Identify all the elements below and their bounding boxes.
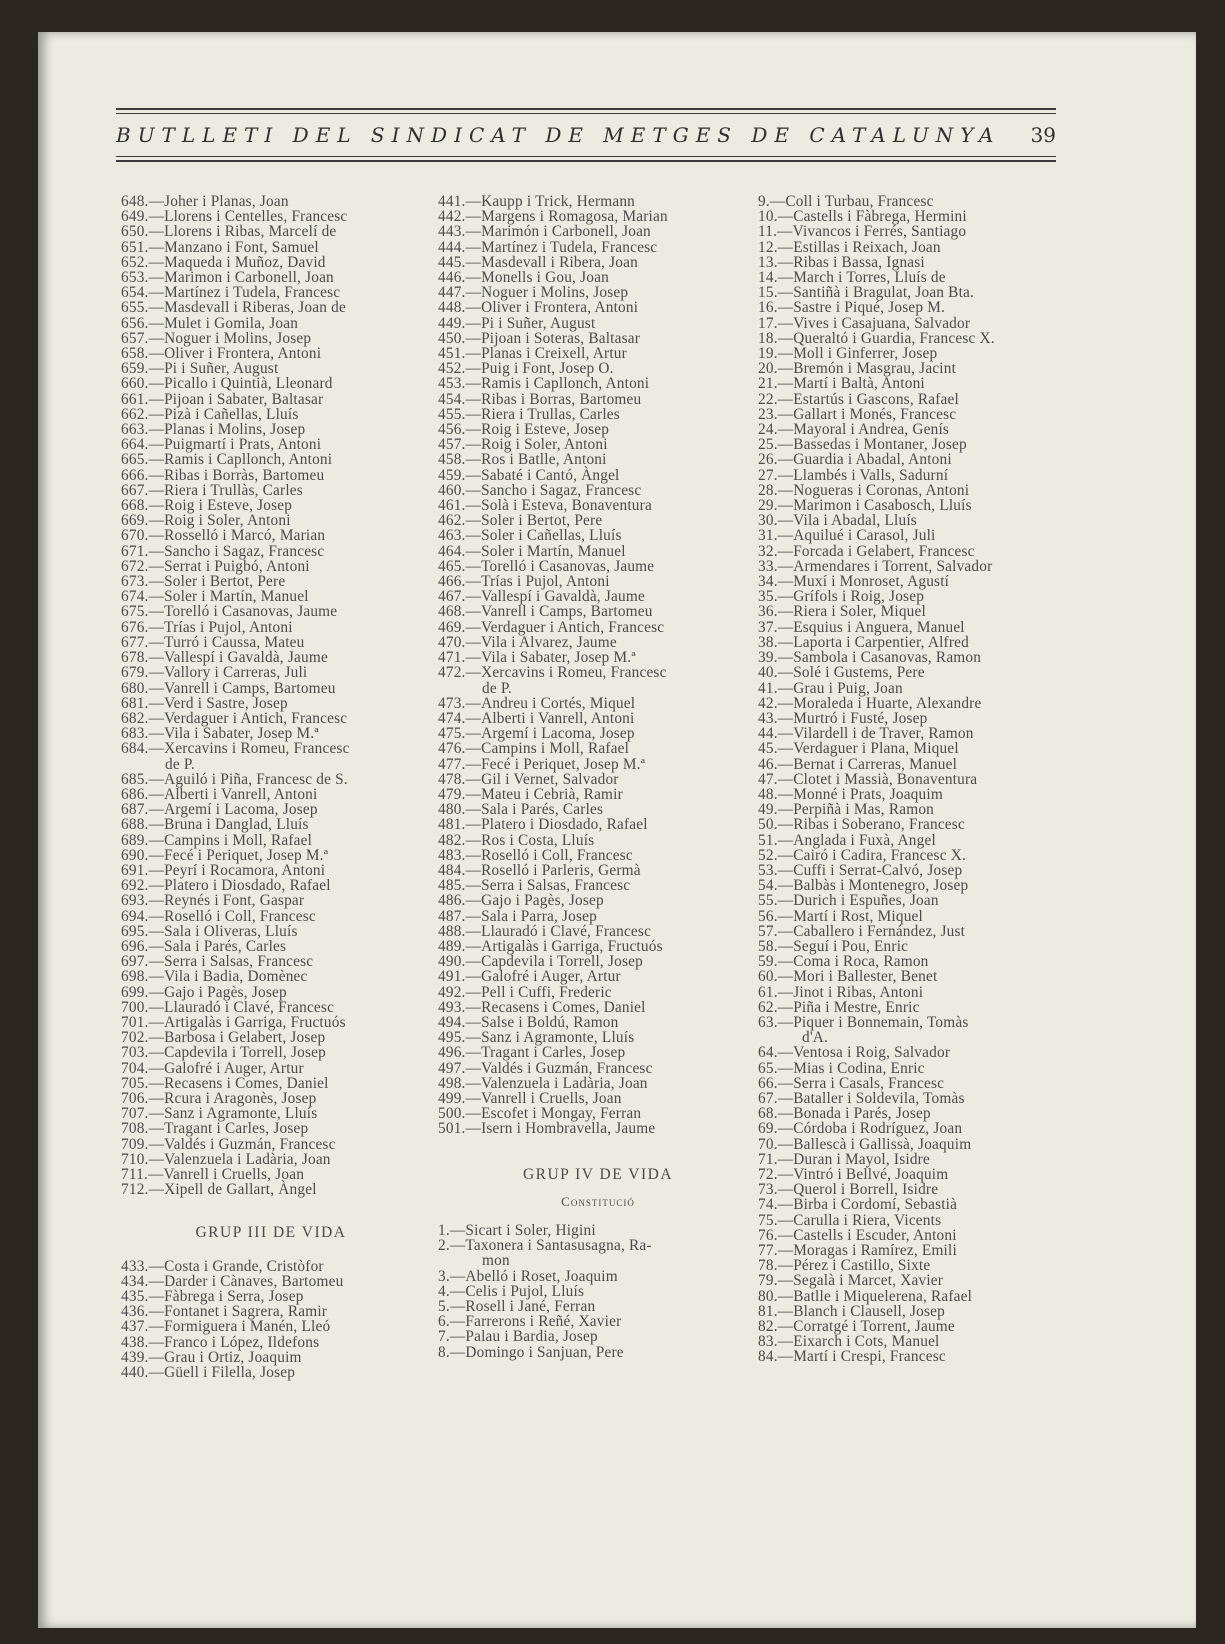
list-item: 700.—Llauradó i Clavé, Francesc	[121, 998, 335, 1016]
list-item: 492.—Pell i Cuffi, Frederic	[438, 983, 612, 1001]
list-item: 461.—Solà i Esteva, Bonaventura	[438, 497, 652, 515]
column-2	[438, 194, 758, 1360]
list-item: 455.—Riera i Trullas, Carles	[438, 405, 620, 423]
list-item: 62.—Piña i Mestre, Enric	[758, 998, 920, 1016]
list-item: 1.—Sicart i Soler, Higini	[438, 1222, 596, 1239]
list-item: 668.—Roig i Esteve, Josep	[121, 497, 293, 515]
list-item: 75.—Carulla i Riera, Vicents	[758, 1211, 942, 1229]
list-item: 34.—Muxí i Monroset, Agustí	[758, 573, 950, 591]
header-rule	[116, 108, 1056, 110]
list-item: 672.—Serrat i Puigbó, Antoni	[121, 557, 310, 575]
list-item: 488.—Llauradó i Clavé, Francesc	[438, 922, 652, 940]
list-item: 2.—Taxonera i Santasusagna, Ra-	[438, 1237, 652, 1255]
list-item: 48.—Monné i Prats, Joaquim	[758, 785, 943, 803]
list-item: 46.—Bernat i Carreras, Manuel	[758, 755, 958, 773]
list-item: 661.—Pijoan i Sabater, Baltasar	[121, 390, 324, 408]
list-item: 52.—Cairó i Cadira, Francesc X.	[758, 846, 966, 864]
list-item: 23.—Gallart i Monés, Francesc	[758, 405, 957, 423]
list-item: 689.—Campins i Moll, Rafael	[121, 831, 313, 849]
list-item: 491.—Galofré i Auger, Artur	[438, 968, 621, 986]
list-item: 450.—Pijoan i Soteras, Baltasar	[438, 329, 641, 347]
list-item: 477.—Fecé i Periquet, Josep M.ª	[438, 755, 646, 773]
list-item: 77.—Moragas i Ramírez, Emili	[758, 1242, 957, 1260]
list-item: 442.—Margens i Romagosa, Marian	[438, 208, 668, 226]
list-item: 21.—Martí i Baltà, Antoni	[758, 375, 925, 393]
list-item: 437.—Formiguera i Manén, Lleó	[121, 1318, 331, 1336]
list-item: 459.—Sabaté i Cantó, Àngel	[438, 466, 620, 484]
list-item: 456.—Roig i Esteve, Josep	[438, 421, 610, 439]
list-item: 501.—Isern i Hombravella, Jaume	[438, 1120, 656, 1138]
list-item: 467.—Vallespí i Gavaldà, Jaume	[438, 588, 645, 606]
spacer	[438, 1182, 758, 1194]
list-item: 679.—Vallory i Carreras, Juli	[121, 664, 308, 682]
list-item: 441.—Kaupp i Trick, Hermann	[438, 193, 636, 210]
list-item: 682.—Verdaguer i Antich, Francesc	[121, 709, 348, 727]
list-item: 18.—Queraltó i Guardia, Francesc X.	[758, 329, 995, 347]
list-item: 17.—Vives i Casajuana, Salvador	[758, 314, 971, 332]
list-item: 447.—Noguer i Molins, Josep	[438, 284, 629, 302]
list-item: 24.—Mayoral i Andrea, Genís	[758, 421, 950, 439]
list-item: 481.—Platero i Diosdado, Rafael	[438, 816, 648, 834]
list-item: 14.—March i Torres, Lluís de	[758, 269, 946, 287]
section-heading: GRUP IV DE VIDA	[522, 1165, 674, 1183]
list-item: 708.—Tragant i Carles, Josep	[121, 1120, 309, 1138]
list-item: 84.—Martí i Crespi, Francesc	[758, 1348, 946, 1366]
list-item: 59.—Coma i Roca, Ramon	[758, 953, 929, 971]
list-item: 486.—Gajo i Pagès, Josep	[438, 892, 604, 910]
list-item: 693.—Reynés i Font, Gaspar	[121, 892, 305, 910]
list-item-continuation: mon	[482, 1252, 510, 1270]
list-item: 40.—Solé i Gustems, Pere	[758, 664, 925, 682]
list-item: 658.—Oliver i Frontera, Antoni	[121, 345, 322, 363]
list-item: 454.—Ribas i Borras, Bartomeu	[438, 390, 642, 408]
header-rule	[116, 113, 1056, 114]
list-item: 662.—Pizà i Cañellas, Lluís	[121, 405, 299, 423]
header-rules-bottom	[116, 156, 1056, 165]
spacer	[438, 1209, 758, 1223]
list-item: 686.—Alberti i Vanrell, Antoni	[121, 785, 318, 803]
list-item: 9.—Coll i Turbau, Francesc	[758, 193, 934, 210]
list-item: 707.—Sanz i Agramonte, Lluís	[121, 1105, 318, 1123]
list-item: 654.—Martínez i Tudela, Francesc	[121, 284, 341, 302]
list-item: 710.—Valenzuela i Ladària, Joan	[121, 1150, 331, 1168]
list-item: 446.—Monells i Gou, Joan	[438, 269, 609, 287]
list-item: 694.—Roselló i Coll, Francesc	[121, 907, 316, 925]
list-item: 44.—Vilardell i de Traver, Ramon	[758, 725, 974, 743]
list-item: 79.—Segalà i Marcet, Xavier	[758, 1272, 944, 1290]
list-item: 60.—Mori i Ballester, Benet	[758, 968, 938, 986]
list-item: 69.—Córdoba i Rodríguez, Joan	[758, 1120, 963, 1138]
list-item: 691.—Peyrí i Rocamora, Antoni	[121, 861, 326, 879]
list-item: 665.—Ramis i Capllonch, Antoni	[121, 451, 333, 469]
list-item: 54.—Balbàs i Montenegro, Josep	[758, 877, 969, 895]
list-item: 704.—Galofré i Auger, Artur	[121, 1059, 304, 1077]
list-item: 444.—Martínez i Tudela, Francesc	[438, 238, 658, 256]
list-item: 500.—Escofet i Mongay, Ferran	[438, 1105, 642, 1123]
list-item: 68.—Bonada i Parés, Josep	[758, 1105, 931, 1123]
list-item: 712.—Xipell de Gallart, Àngel	[121, 1181, 317, 1199]
list-item: 667.—Riera i Trullàs, Carles	[121, 481, 303, 499]
section-subheading: Constitució	[561, 1193, 635, 1209]
list-item: 675.—Torelló i Casanovas, Jaume	[121, 603, 338, 621]
column-1	[121, 194, 421, 1380]
list-item: 677.—Turró i Caussa, Mateu	[121, 633, 305, 651]
list-item: 81.—Blanch i Clausell, Josep	[758, 1302, 946, 1320]
list-item: 12.—Estillas i Reixach, Joan	[758, 238, 941, 256]
list-item: 657.—Noguer i Molins, Josep	[121, 329, 312, 347]
list-item: 660.—Picallo i Quintià, Lleonard	[121, 375, 333, 393]
list-item: 676.—Trías i Pujol, Antoni	[121, 618, 293, 636]
list-item: 460.—Sancho i Sagaz, Francesc	[438, 481, 642, 499]
list-item: 649.—Llorens i Centelles, Francesc	[121, 208, 348, 226]
list-item: 493.—Recasens i Comes, Daniel	[438, 998, 646, 1016]
list-item: 681.—Verd i Sastre, Josep	[121, 694, 288, 712]
list-item: 706.—Rcura i Aragonès, Josep	[121, 1089, 317, 1107]
list-item: 433.—Costa i Grande, Cristòfor	[121, 1257, 324, 1275]
list-item: 76.—Castells i Escuder, Antoni	[758, 1226, 957, 1244]
list-item: 66.—Serra i Casals, Francesc	[758, 1074, 945, 1092]
list-item: 448.—Oliver i Frontera, Antoni	[438, 299, 639, 317]
list-item: 490.—Capdevila i Torrell, Josep	[438, 953, 643, 971]
list-item: 666.—Ribas i Borràs, Bartomeu	[121, 466, 325, 484]
list-item: 440.—Güell i Filella, Josep	[121, 1364, 296, 1382]
list-item: 32.—Forcada i Gelabert, Francesc	[758, 542, 975, 560]
list-item: 452.—Puig i Font, Josep O.	[438, 360, 614, 378]
spacer	[121, 1241, 421, 1259]
list-item: 449.—Pi i Suñer, August	[438, 314, 596, 332]
list-item: 73.—Querol i Borrell, Isidre	[758, 1181, 939, 1199]
list-item: 711.—Vanrell i Cruells, Joan	[121, 1166, 305, 1183]
list-item: 489.—Artigalàs i Garriga, Fructuós	[438, 937, 663, 955]
list-item: 695.—Sala i Oliveras, Lluís	[121, 922, 298, 940]
list-item: 451.—Planas i Creixell, Artur	[438, 345, 627, 363]
list-item: 482.—Ros i Costa, Lluís	[438, 831, 595, 849]
list-item: 436.—Fontanet i Sagrera, Ramir	[121, 1303, 328, 1321]
list-item: 494.—Salse i Boldú, Ramon	[438, 1013, 619, 1031]
list-item: 487.—Sala i Parra, Josep	[438, 907, 598, 925]
list-item: 474.—Alberti i Vanrell, Antoni	[438, 709, 635, 727]
list-item: 6.—Farrerons i Reñé, Xavier	[438, 1313, 622, 1331]
list-item: 468.—Vanrell i Camps, Bartomeu	[438, 603, 653, 621]
list-item: 663.—Planas i Molins, Josep	[121, 421, 306, 439]
list-item: 473.—Andreu i Cortés, Miquel	[438, 694, 636, 712]
list-item: 445.—Masdevall i Ribera, Joan	[438, 253, 638, 271]
list-item: 37.—Esquius i Anguera, Manuel	[758, 618, 965, 636]
list-item: 670.—Rosselló i Marcó, Marian	[121, 527, 326, 545]
list-item: 475.—Argemí i Lacoma, Josep	[438, 725, 635, 743]
list-item: 58.—Seguí i Pou, Enric	[758, 937, 909, 955]
list-item: 72.—Vintró i Bellvé, Joaquim	[758, 1166, 949, 1183]
list-item-continuation: d'A.	[802, 1029, 829, 1047]
list-item: 688.—Bruna i Danglad, Lluís	[121, 816, 309, 834]
list-item: 74.—Birba i Cordomí, Sebastià	[758, 1196, 958, 1214]
list-item: 472.—Xercavins i Romeu, Francesc	[438, 664, 667, 682]
list-item: 470.—Vila i Alvarez, Jaume	[438, 633, 617, 651]
list-item: 45.—Verdaguer i Plana, Miquel	[758, 740, 959, 758]
list-item: 485.—Serra i Salsas, Francesc	[438, 877, 631, 895]
list-item: 47.—Clotet i Massià, Bonaventura	[758, 770, 978, 788]
list-item: 683.—Vila i Sabater, Josep M.ª	[121, 725, 319, 743]
list-item: 71.—Duran i Mayol, Isidre	[758, 1150, 930, 1168]
list-item: 26.—Guardia i Abadal, Antoni	[758, 451, 952, 469]
list-item: 28.—Nogueras i Coronas, Antoni	[758, 481, 970, 499]
list-item: 438.—Franco i López, Ildefons	[121, 1333, 320, 1351]
list-item: 484.—Roselló i Parleris, Germà	[438, 861, 641, 879]
list-item: 471.—Vila i Sabater, Josep M.ª	[438, 649, 636, 667]
list-item: 680.—Vanrell i Camps, Bartomeu	[121, 679, 336, 697]
list-item: 671.—Sancho i Sagaz, Francesc	[121, 542, 325, 560]
list-item: 30.—Vila i Abadal, Lluís	[758, 512, 917, 530]
list-item: 656.—Mulet i Gomila, Joan	[121, 314, 299, 332]
list-item: 476.—Campins i Moll, Rafael	[438, 740, 630, 758]
list-item: 25.—Bassedas i Montaner, Josep	[758, 436, 967, 454]
list-item: 698.—Vila i Badia, Domènec	[121, 968, 308, 986]
list-item: 27.—Llambés i Valls, Sadurní	[758, 466, 949, 484]
list-item: 650.—Llorens i Ribas, Marcelí de	[121, 223, 337, 241]
list-item: 498.—Valenzuela i Ladària, Joan	[438, 1074, 648, 1092]
list-item: 13.—Ribas i Bassa, Ignasi	[758, 253, 925, 271]
list-item: 82.—Corratgé i Torrent, Jaume	[758, 1318, 955, 1336]
list-item: 664.—Puigmartí i Prats, Antoni	[121, 436, 322, 454]
list-item: 19.—Moll i Ginferrer, Josep	[758, 345, 938, 363]
list-item: 696.—Sala i Parés, Carles	[121, 937, 287, 955]
list-item: 669.—Roig i Soler, Antoni	[121, 512, 291, 530]
list-item: 699.—Gajo i Pagès, Josep	[121, 983, 287, 1001]
list-item: 29.—Marimon i Casabosch, Lluís	[758, 497, 972, 515]
spacer	[438, 1137, 758, 1167]
list-item: 20.—Bremón i Masgrau, Jacint	[758, 360, 957, 378]
list-item: 478.—Gil i Vernet, Salvador	[438, 770, 619, 788]
list-item: 709.—Valdés i Guzmán, Francesc	[121, 1135, 336, 1153]
list-item: 22.—Estartús i Gascons, Rafael	[758, 390, 959, 408]
list-item: 443.—Marimón i Carbonell, Joan	[438, 223, 651, 241]
list-item: 80.—Batlle i Miquelerena, Rafael	[758, 1287, 973, 1305]
list-item: 4.—Celis i Pujol, Lluís	[438, 1282, 585, 1300]
list-item: 684.—Xercavins i Romeu, Francesc	[121, 740, 350, 758]
list-item: 64.—Ventosa i Roig, Salvador	[758, 1044, 951, 1062]
header-rule	[116, 160, 1056, 162]
journal-title: BUTLLETI DEL SINDICAT DE METGES DE CATALUNYA	[116, 123, 1001, 147]
list-item: 648.—Joher i Planas, Joan	[121, 193, 289, 210]
list-item: 435.—Fàbrega i Serra, Josep	[121, 1288, 304, 1306]
list-item: 63.—Piquer i Bonnemain, Tomàs	[758, 1013, 969, 1031]
list-item: 463.—Soler i Cañellas, Lluís	[438, 527, 622, 545]
list-item: 651.—Manzano i Font, Samuel	[121, 238, 319, 256]
header-rules-top	[116, 108, 1056, 117]
list-item: 57.—Caballero i Fernández, Just	[758, 922, 966, 940]
list-item: 496.—Tragant i Carles, Josep	[438, 1044, 626, 1062]
list-item: 50.—Ribas i Soberano, Francesc	[758, 816, 965, 834]
list-item: 51.—Anglada i Fuxà, Angel	[758, 831, 936, 849]
list-item: 685.—Aguiló i Piña, Francesc de S.	[121, 770, 348, 788]
section-heading: GRUP III DE VIDA	[195, 1224, 347, 1242]
list-item: 659.—Pi i Suñer, August	[121, 360, 279, 378]
column-3	[758, 194, 1098, 1365]
list-item: 499.—Vanrell i Cruells, Joan	[438, 1089, 622, 1107]
list-item: 3.—Abelló i Roset, Joaquim	[438, 1267, 618, 1285]
list-item: 653.—Marimon i Carbonell, Joan	[121, 269, 334, 287]
list-item: 39.—Sambola i Casanovas, Ramon	[758, 649, 982, 667]
list-item: 497.—Valdés i Guzmán, Francesc	[438, 1059, 653, 1077]
list-item: 33.—Armendares i Torrent, Salvador	[758, 557, 993, 575]
spacer	[121, 1197, 421, 1225]
list-item: 697.—Serra i Salsas, Francesc	[121, 953, 314, 971]
list-item: 462.—Soler i Bertot, Pere	[438, 512, 603, 530]
list-item: 453.—Ramis i Capllonch, Antoni	[438, 375, 650, 393]
document-page	[38, 32, 1196, 1628]
list-item: 15.—Santiñà i Bragulat, Joan Bta.	[758, 284, 975, 302]
list-item: 65.—Mias i Codina, Enric	[758, 1059, 925, 1077]
list-item: 78.—Pérez i Castillo, Sixte	[758, 1257, 931, 1275]
list-item: 35.—Grífols i Roig, Josep	[758, 588, 925, 606]
list-item: 678.—Vallespí i Gavaldà, Jaume	[121, 649, 328, 667]
list-item: 692.—Platero i Diosdado, Rafael	[121, 877, 331, 895]
list-item: 55.—Durich i Espuñes, Joan	[758, 892, 939, 910]
list-item: 41.—Grau i Puig, Joan	[758, 679, 903, 697]
list-item: 7.—Palau i Bardia, Josep	[438, 1328, 598, 1346]
list-item: 43.—Murtró i Fusté, Josep	[758, 709, 928, 727]
list-item: 703.—Capdevila i Torrell, Josep	[121, 1044, 326, 1062]
list-item: 673.—Soler i Bertot, Pere	[121, 573, 286, 591]
list-item: 439.—Grau i Ortiz, Joaquim	[121, 1348, 302, 1366]
list-item: 674.—Soler i Martín, Manuel	[121, 588, 309, 606]
list-item: 56.—Martí i Rost, Miquel	[758, 907, 923, 925]
list-item: 464.—Soler i Martín, Manuel	[438, 542, 626, 560]
list-item: 687.—Argemí i Lacoma, Josep	[121, 801, 318, 819]
list-item: 480.—Sala i Parés, Carles	[438, 801, 604, 819]
list-item: 483.—Roselló i Coll, Francesc	[438, 846, 633, 864]
list-item-continuation: de P.	[482, 679, 512, 697]
list-item: 701.—Artigalàs i Garriga, Fructuós	[121, 1013, 346, 1031]
list-item: 61.—Jinot i Ribas, Antoni	[758, 983, 924, 1001]
list-item: 469.—Verdaguer i Antich, Francesc	[438, 618, 665, 636]
list-item: 466.—Trías i Pujol, Antoni	[438, 573, 610, 591]
list-item: 70.—Ballescà i Gallissà, Joaquim	[758, 1135, 972, 1153]
list-item: 10.—Castells i Fàbrega, Hermini	[758, 208, 967, 226]
list-item: 465.—Torelló i Casanovas, Jaume	[438, 557, 655, 575]
list-item: 434.—Darder i Cànaves, Bartomeu	[121, 1272, 344, 1290]
list-item: 702.—Barbosa i Gelabert, Josep	[121, 1029, 326, 1047]
running-head	[116, 120, 1056, 150]
list-item: 53.—Cuffi i Serrat-Calvó, Josep	[758, 861, 963, 879]
page-number: 39	[1030, 123, 1056, 147]
list-item: 8.—Domingo i Sanjuan, Pere	[438, 1343, 624, 1361]
list-item: 655.—Masdevall i Riberas, Joan de	[121, 299, 346, 317]
list-item: 38.—Laporta i Carpentier, Alfred	[758, 633, 969, 651]
list-item: 42.—Moraleda i Huarte, Alexandre	[758, 694, 982, 712]
list-item: 705.—Recasens i Comes, Daniel	[121, 1074, 329, 1092]
list-item: 67.—Bataller i Soldevila, Tomàs	[758, 1089, 965, 1107]
list-item: 11.—Vivancos i Ferrés, Santiago	[758, 223, 967, 241]
list-item: 690.—Fecé i Periquet, Josep M.ª	[121, 846, 329, 864]
list-item: 652.—Maqueda i Muñoz, David	[121, 253, 326, 271]
list-item: 457.—Roig i Soler, Antoni	[438, 436, 608, 454]
list-item: 16.—Sastre i Piqué, Josep M.	[758, 299, 946, 317]
list-item: 49.—Perpiñà i Mas, Ramon	[758, 801, 935, 819]
header-rule	[116, 156, 1056, 157]
list-item: 36.—Riera i Soler, Miquel	[758, 603, 926, 621]
list-item: 458.—Ros i Batlle, Antoni	[438, 451, 607, 469]
list-item: 31.—Aquilué i Carasol, Juli	[758, 527, 936, 545]
list-item: 5.—Rosell i Jané, Ferran	[438, 1298, 596, 1316]
list-item: 83.—Eixarch i Cots, Manuel	[758, 1333, 940, 1351]
list-item: 479.—Mateu i Cebrià, Ramir	[438, 785, 623, 803]
list-item: 495.—Sanz i Agramonte, Lluís	[438, 1029, 635, 1047]
list-item-continuation: de P.	[165, 755, 195, 773]
